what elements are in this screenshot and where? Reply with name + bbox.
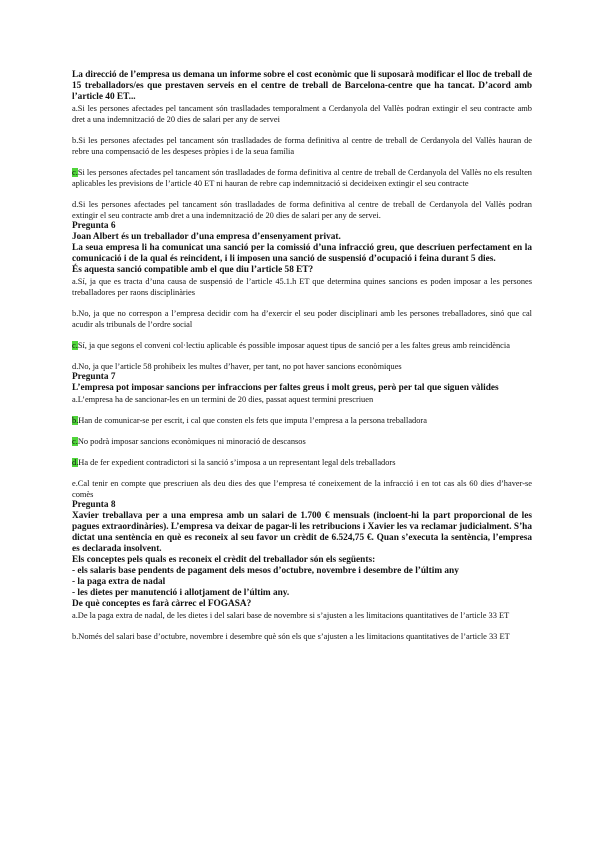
question-8-label: Pregunta 8 <box>72 500 116 510</box>
q5-option-c-text: Si les persones afectades pel tancament són traslladades de forma definitiva al centre de treball de Cerdanyola del Vallès no els resulten aplicables les previsions de l’article 40 ET ni hauran de rebre cap indemnització si decideixen extingir el seu contracte <box>72 168 532 188</box>
q8-option-a[interactable]: a.De la paga extra de nadal, de les dietes i del salari base de novembre si s’ajusten a les limitacions quantitatives de l’article 33 ET <box>72 611 510 620</box>
question-6-intro: Joan Albert és un treballador d’una empresa d’ensenyament privat. <box>72 232 341 242</box>
q6-option-b[interactable]: b.No, ja que no correspon a l’empresa decidir com ha d’exercir el seu poder disciplinari amb les persones treballadores, sinó que cal acudir als tribunals de l’ordre social <box>72 309 532 329</box>
q5-option-a[interactable]: a.Si les persones afectades pel tancament són traslladades temporalment a Cerdanyola del Vallès podran extingir el seu contracte amb dret a una indemnització de 20 dies de salari per any de servei <box>72 104 532 124</box>
q6-option-c[interactable] <box>72 340 532 351</box>
q7-option-b-text: Han de comunicar-se per escrit, i cal que consten els fets que imputa l’empresa a la persona treballadora <box>78 416 427 425</box>
selected-answer-marker: c. <box>72 341 78 350</box>
q6-option-a[interactable]: a.Sí, ja que es tracta d’una causa de suspensió de l’article 45.1.h ET que determina quines sancions es poden imposar a les persones treballadores per raons disciplinàries <box>72 277 532 297</box>
selected-answer-marker: d. <box>72 458 79 467</box>
question-6-stem: La seua empresa li ha comunicat una sanció per la comissió d’una infracció greu, que descriuen perfectament en la comunicació i de la qual és reincident, i li imposen una sanció de suspensió d’ocupació i feina durant 5 dies. <box>72 243 532 264</box>
q7-option-d[interactable] <box>72 457 532 468</box>
selected-answer-marker: c. <box>72 168 78 177</box>
selected-answer-marker: c. <box>72 437 78 446</box>
q7-option-a[interactable]: a.L’empresa ha de sancionar-les en un termini de 20 dies, passat aquest termini prescriuen <box>72 395 374 404</box>
question-8-concepts-title: Els conceptes pels quals es reconeix el crèdit del treballador són els següents: <box>72 555 376 565</box>
question-7-stem: L’empresa pot imposar sancions per infraccions per faltes greus i molt greus, però per tal que siguen vàlides <box>72 383 499 393</box>
question-8-question: De què conceptes es farà càrrec el FOGASA? <box>72 599 252 609</box>
q7-option-b[interactable] <box>72 415 532 426</box>
concept-item: - la paga extra de nadal <box>72 577 166 587</box>
question-6-question: És aquesta sanció compatible amb el que diu l’article 58 ET? <box>72 265 314 275</box>
selected-answer-marker: b. <box>72 416 79 425</box>
q5-option-d[interactable]: d.Si les persones afectades pel tancament són traslladades de forma definitiva al centre de treball de Cerdanyola del Vallès podran extingir el seu contracte amb dret a una indemnització de 20 dies de salari per any de servei. <box>72 200 532 220</box>
q8-option-b[interactable]: b.Només del salari base d’octubre, novembre i desembre què són els que s’ajusten a les limitacions quantitatives de l’article 33 ET <box>72 632 510 641</box>
exam-document <box>72 70 532 642</box>
q7-option-c-text: No podrà imposar sancions econòmiques ni minoració de descansos <box>77 437 306 446</box>
q5-option-b[interactable]: b.Si les persones afectades pel tancament són traslladades de forma definitiva al centre de treball de Cerdanyola del Vallès hauran de rebre una compensació de les despeses pròpies i de la seua família <box>72 136 532 156</box>
concept-item: - les dietes per manutenció i allotjament de l’últim any. <box>72 588 290 598</box>
q5-option-c[interactable] <box>72 167 532 189</box>
q6-option-c-text: Sí, ja que segons el conveni col·lectiu aplicable és possible imposar aquest tipus de sanció per a les faltes greus amb reincidència <box>77 341 510 350</box>
q7-option-d-text: Ha de fer expedient contradictori si la sanció s’imposa a un representant legal dels treballadors <box>78 458 396 467</box>
question-7-label: Pregunta 7 <box>72 372 116 382</box>
concept-item: - els salaris base pendents de pagament dels mesos d’octubre, novembre i desembre de l’últim any <box>72 566 459 576</box>
question-6-label: Pregunta 6 <box>72 221 116 231</box>
question-8-stem: Xavier treballava per a una empresa amb un salari de 1.700 € mensuals (incloent-hi la part proporcional de les pagues extraordinàries). L’empresa va deixar de pagar-li les retribucions i Xavier les va reclamar judicialment. S’ha dictat una sentència en què es reconeix al seu favor un crèdit de 6.524,75 €. Quan s’executa la sentència, l’empresa es declarada insolvent. <box>72 511 532 554</box>
q7-option-c[interactable] <box>72 436 532 447</box>
q7-option-e[interactable]: e.Cal tenir en compte que prescriuen als deu dies des que l’empresa té coneixement de la infracció i en tot cas als 60 dies d’haver-se comès <box>72 479 532 499</box>
question-5-stem: La direcció de l’empresa us demana un informe sobre el cost econòmic que li suposarà modificar el lloc de treball de 15 treballadors/es que prestaven serveis en el centre de treball de Barcelona-centre que ha tancat. D’acord amb l’article 40 ET... <box>72 70 532 102</box>
q6-option-d[interactable]: d.No, ja que l’article 58 prohibeix les multes d’haver, per tant, no pot haver sancions econòmiques <box>72 362 402 371</box>
